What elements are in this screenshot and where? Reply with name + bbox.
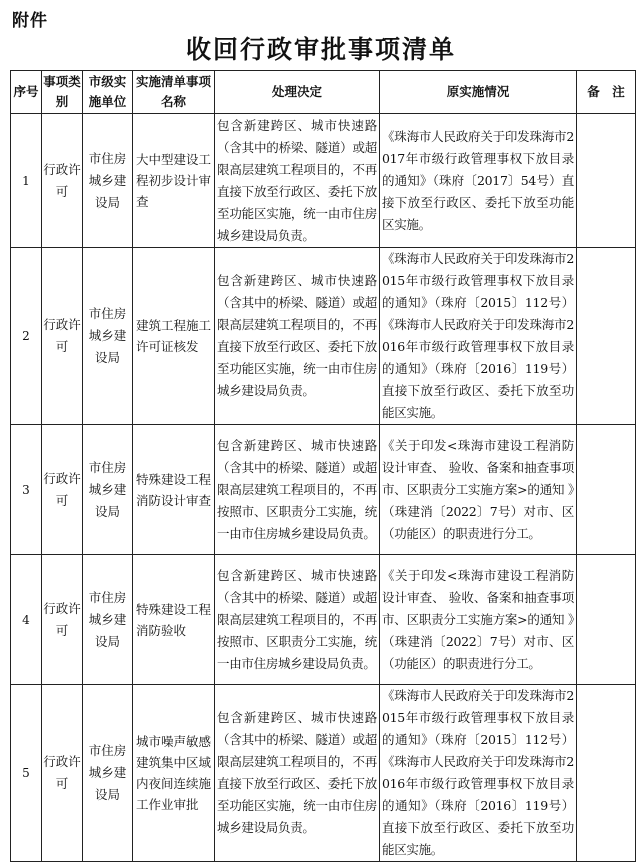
row-num: 1	[11, 114, 42, 248]
row-original: 《珠海市人民政府关于印发珠海市2015年市级行政管理事权下放目录的通知》（珠府〔2015〕112号）《珠海市人民政府关于印发珠海市2016年市级行政管理事权下放目录的通知》（珠府〔2016〕119号）直接下放至行政区、委托下放至功能区实施。	[380, 685, 577, 862]
page-title: 收回行政审批事项清单	[185, 35, 456, 64]
row-original: 《珠海市人民政府关于印发珠海市2017年市级行政管理事权下放目录的通知》（珠府〔2017〕54号）直接下放至行政区、委托下放至功能区实施。	[380, 114, 577, 248]
header-num: 序号	[11, 71, 42, 114]
row-item-name: 建筑工程施工许可证核发	[133, 248, 215, 425]
row-decision: 包含新建跨区、城市快速路（含其中的桥梁、隧道）或超限高层建筑工程项目的，不再直接下放至行政区、委托下放至功能区实施，统一由市住房城乡建设局负责。	[215, 685, 380, 862]
row-remark	[577, 425, 636, 555]
table-row	[11, 248, 636, 425]
row-decision: 包含新建跨区、城市快速路（含其中的桥梁、隧道）或超限高层建筑工程项目的，不再直接下放至行政区、委托下放至功能区实施，统一由市住房城乡建设局负责。	[215, 248, 380, 425]
row-type: 行政许可	[42, 114, 83, 248]
approval-items-table	[10, 70, 636, 862]
row-remark	[577, 685, 636, 862]
header-decision: 处理决定	[215, 71, 380, 114]
row-type: 行政许可	[42, 248, 83, 425]
row-item-name: 大中型建设工程初步设计审查	[133, 114, 215, 248]
row-remark	[577, 248, 636, 425]
attachment-label: 附件	[12, 11, 48, 31]
row-item-name: 特殊建设工程消防验收	[133, 555, 215, 685]
row-unit: 市住房城乡建设局	[83, 555, 133, 685]
table-row	[11, 685, 636, 862]
row-num: 3	[11, 425, 42, 555]
header-original: 原实施情况	[380, 71, 577, 114]
row-decision: 包含新建跨区、城市快速路（含其中的桥梁、隧道）或超限高层建筑工程项目的，不再直接下放至行政区、委托下放至功能区实施，统一由市住房城乡建设局负责。	[215, 114, 380, 248]
row-decision: 包含新建跨区、城市快速路（含其中的桥梁、隧道）或超限高层建筑工程项目的，不再按照市、区职责分工实施，统一由市住房城乡建设局负责。	[215, 425, 380, 555]
row-type: 行政许可	[42, 555, 83, 685]
header-type: 事项类别	[42, 71, 83, 114]
row-item-name: 城市噪声敏感建筑集中区域内夜间连续施工作业审批	[133, 685, 215, 862]
row-unit: 市住房城乡建设局	[83, 425, 133, 555]
row-unit: 市住房城乡建设局	[83, 114, 133, 248]
row-item-name: 特殊建设工程消防设计审查	[133, 425, 215, 555]
row-original: 《珠海市人民政府关于印发珠海市2015年市级行政管理事权下放目录的通知》（珠府〔2015〕112号）《珠海市人民政府关于印发珠海市2016年市级行政管理事权下放目录的通知》（珠府〔2016〕119号）直接下放至行政区、委托下放至功能区实施。	[380, 248, 577, 425]
table-row	[11, 114, 636, 248]
row-num: 4	[11, 555, 42, 685]
row-remark	[577, 114, 636, 248]
table-row	[11, 425, 636, 555]
table-header-row	[11, 71, 636, 114]
row-remark	[577, 555, 636, 685]
row-original: 《关于印发<珠海市建设工程消防设计审查、 验收、备案和抽查事项市、区职责分工实施方案>的通知 》（珠建消〔2022〕7号）对市、区（功能区）的职责进行分工。	[380, 425, 577, 555]
row-original: 《关于印发<珠海市建设工程消防设计审查、 验收、备案和抽查事项市、区职责分工实施方案>的通知 》（珠建消〔2022〕7号）对市、区（功能区）的职责进行分工。	[380, 555, 577, 685]
row-decision: 包含新建跨区、城市快速路（含其中的桥梁、隧道）或超限高层建筑工程项目的，不再按照市、区职责分工实施，统一由市住房城乡建设局负责。	[215, 555, 380, 685]
row-type: 行政许可	[42, 425, 83, 555]
row-unit: 市住房城乡建设局	[83, 685, 133, 862]
row-unit: 市住房城乡建设局	[83, 248, 133, 425]
header-remark: 备 注	[577, 71, 636, 114]
header-name: 实施清单事项名称	[133, 71, 215, 114]
header-unit: 市级实施单位	[83, 71, 133, 114]
table-row	[11, 555, 636, 685]
row-num: 5	[11, 685, 42, 862]
row-type: 行政许可	[42, 685, 83, 862]
row-num: 2	[11, 248, 42, 425]
